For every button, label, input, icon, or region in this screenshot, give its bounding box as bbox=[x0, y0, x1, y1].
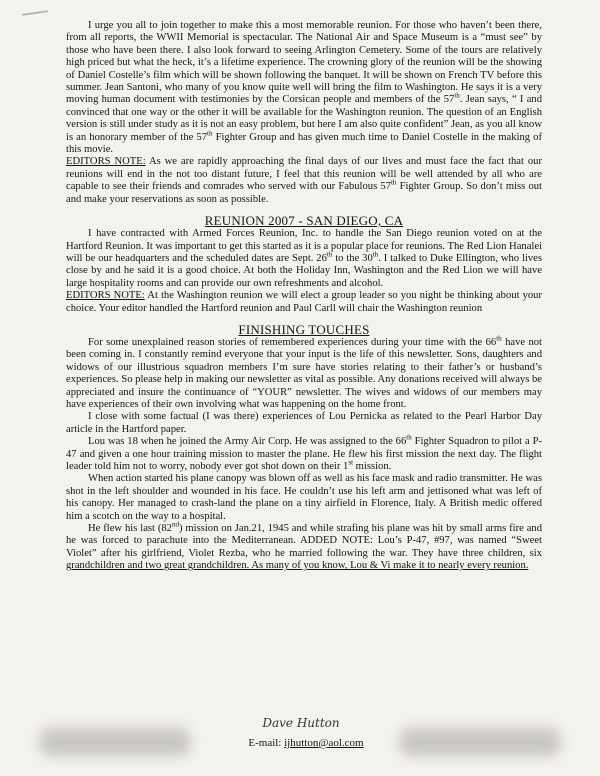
finishing-paragraph: I close with some factual (I was there) experiences of Lou Pernicka as related to the Pearl Harbor Day article in the Hartford paper. bbox=[66, 411, 542, 435]
email-line bbox=[196, 737, 416, 749]
article-column bbox=[66, 20, 542, 573]
email-link[interactable]: ijhutton@aol.com bbox=[284, 737, 364, 749]
redacted-area-left bbox=[40, 728, 190, 756]
editors-note-washington bbox=[66, 156, 542, 206]
email-label: E-mail: bbox=[248, 737, 285, 749]
signature: Dave Hutton bbox=[262, 716, 340, 730]
editors-note-text: At the Washington reunion we will elect a group leader so you night be thinking about your choice. Your editor handled the Hartford reunion and Paul Carll will chair the Washington reunion bbox=[66, 290, 543, 314]
editors-note-label: EDITORS NOTE: bbox=[66, 156, 146, 168]
redacted-area-right bbox=[400, 728, 560, 756]
intro-paragraph: I urge you all to join together to make this a most memorable reunion. For those who haven’t been there, from all reports, the WWII Memorial is spectacular. The National Air and Space Museum is a “must see” by those who have been there. I also look forward to seeing Arlington Cemetery. Some of the tours are relatively high priced but what the heck, it’s a lifetime experience. The crowning glory of the reunion will be the showing of Daniel Costelle’s film which will be shown following the banquet. It will be shown on French TV before this summer. Jean Santoni, who many of you know quite well will bring the film to Washington. He says it is a very moving human document with testimonies by the Corsican people and members of the 57th. Jean says, “ I and convinced that one way or the other it will be available for the Washington reunion. The question of an English version is still under study as it is not an easy problem, but here I am also quite confident” Jean, as you all know is an honorary member of the 57th Fighter Group and has given much time to Daniel Costelle in the making of this movie. bbox=[66, 20, 542, 156]
editors-note-election bbox=[66, 290, 542, 315]
last-mission-paragraph bbox=[66, 520, 542, 573]
finishing-paragraph: Lou was 18 when he joined the Army Air Corp. He was assigned to the 66th Fighter Squadron to pilot a P-47 and given a one hour training mission to master the plane. He flew his first mission the next day. The flight leader told him not to worry, nobody ever got shot down on their 1st mission. bbox=[66, 433, 542, 472]
finishing-paragraph: For some unexplained reason stories of remembered experiences during your time with the 66th have not been coming in. I constantly remind everyone that your input is the life of this newsletter. Sons, daughters and widows of our illustrious squadron members I’m sure have stories relating to their father’s or husband’s experiences. So please help in making our newsletter as vital as possible. Any donations received will always be appreciated and insure the continuance of “YOUR” newsletter. The wives and widows of our members may have experiences of their own involving what was happening on the home front. bbox=[66, 334, 542, 410]
heading-finishing-touches: FINISHING TOUCHES bbox=[238, 321, 370, 337]
editors-note-label: EDITORS NOTE: bbox=[66, 290, 145, 302]
last-mission-text: He flew his last (82nd) mission on Jan.21, 1945 and while strafing his plane was hit by small arms fire and he was forced to parachute into the Mediterranean. ADDED NOTE: Lou’s P-47, #97, was named “Sweet Violet” after his girlfriend, Violet Rezba, who he married following the war. They have three children, six bbox=[66, 520, 542, 559]
finishing-paragraph: When action started his plane canopy was blown off as well as his face mask and radio transmitter. He was shot in the left shoulder and wounded in his face. He couldn’t use his left arm and jettisoned what was left of his canopy. Her managed to crash-land the plane on a tiny airfield in Florence, Italy. A British medic offered him a scotch on the way to a hospital. bbox=[66, 473, 542, 522]
scan-artifact bbox=[22, 10, 48, 16]
reunion-paragraph: I have contracted with Armed Forces Reunion, Inc. to handle the San Diego reunion voted on at the Hartford Reunion. It was important to get this started as it is a popular place for reunions. The Red Lion Hanalei will be our headquarters and the scheduled dates are Sept. 26th to the 30th. I talked to Duke Ellington, who lives close by and he said it is a good choice. At both the Holiday Inn, Washington and the Red Lion we will have large hospitality rooms and can provide our own refreshments and alcohol. bbox=[66, 228, 542, 289]
editors-note-text: As we are rapidly approaching the final days of our lives and must face the fact that our reunions will end in the not too distant future, I feel that this reunion will be well attended by all who are capable to see their friends and comrades who served with our Fabulous 57th Fighter Group. So don’t miss out and make your reservations as soon as possible. bbox=[66, 156, 542, 205]
heading-reunion-2007: REUNION 2007 - SAN DIEGO, CA bbox=[204, 213, 404, 229]
last-mission-underlined: grandchildren and two great grandchildren. As many of you know, Lou & Vi make it to nearly every reunion. bbox=[66, 560, 529, 572]
